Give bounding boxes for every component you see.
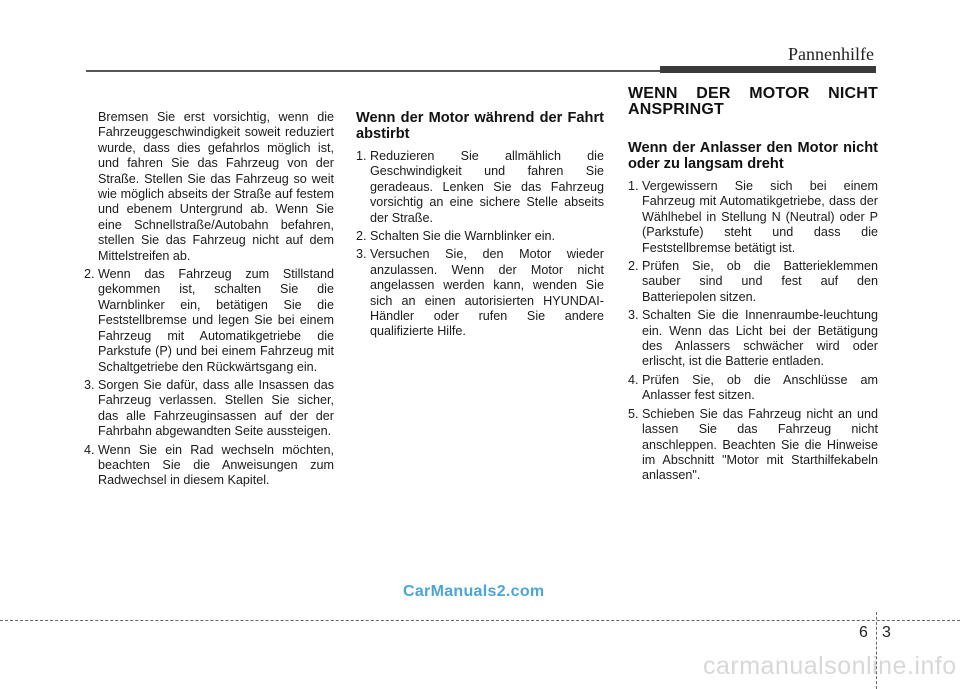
- column-left: [84, 110, 334, 492]
- list-number: 3.: [628, 308, 639, 323]
- list-item: [356, 247, 604, 339]
- steps-list: [628, 179, 878, 484]
- list-item: [356, 229, 604, 244]
- header-rule-accent: [660, 66, 876, 73]
- list-text: Prüfen Sie, ob die Batterieklemmen sauber sind und fest auf den Batteriepolen sitzen.: [642, 259, 878, 304]
- list-number: 3.: [356, 247, 367, 262]
- column-middle: [356, 110, 604, 343]
- watermark-link[interactable]: CarManuals2.com: [403, 583, 545, 600]
- list-text: Reduzieren Sie allmählich die Geschwindigkeit und fahren Sie geradeaus. Lenken Sie das Fahrzeug vorsichtig an eine sichere Stelle abseits der Straße.: [370, 149, 604, 225]
- list-text: Schieben Sie das Fahrzeug nicht an und lassen Sie das Fahrzeug nicht anschleppen. Beachten Sie die Hinweise im Abschnitt "Motor mit Starthilfekabeln anlassen".: [642, 406, 878, 483]
- section-heading: Wenn der Anlasser den Motor nicht oder zu langsam dreht: [628, 140, 878, 172]
- list-text: Schalten Sie die Warnblinker ein.: [370, 229, 556, 244]
- list-text: Sorgen Sie dafür, dass alle Insassen das Fahrzeug verlassen. Stellen Sie sicher, das alle Fahrzeuginsassen auf der der Fahrbahn abgewandten Seite aussteigen.: [98, 377, 334, 439]
- chapter-number: 6: [859, 624, 868, 641]
- list-text: Wenn Sie ein Rad wechseln möchten, beachten Sie die Anweisungen zum Radwechsel in diesem Kapitel.: [98, 442, 334, 488]
- list-text: Schalten Sie die Innenraumbe-leuchtung ein. Wenn das Licht bei der Betätigung des Anlassers schwächer wird oder erlischt, ist die Batterie entladen.: [642, 308, 878, 369]
- page-header-title: Pannenhilfe: [788, 44, 874, 64]
- footer-rule: [0, 620, 960, 621]
- list-item: [356, 149, 604, 226]
- list-number: 4.: [84, 442, 95, 457]
- list-item: [628, 308, 878, 370]
- list-number: 2.: [356, 229, 367, 244]
- list-item: [628, 373, 878, 404]
- list-item: [628, 407, 878, 484]
- list-number: 5.: [628, 406, 639, 421]
- list-item: [628, 259, 878, 305]
- list-item: [84, 378, 334, 440]
- list-number: 3.: [84, 377, 95, 392]
- list-number: 2.: [628, 259, 639, 274]
- steps-list: [356, 149, 604, 340]
- list-item: [84, 443, 334, 489]
- section-heading: Wenn der Motor während der Fahrt abstirbt: [356, 110, 604, 142]
- list-text: Prüfen Sie, ob die Anschlüsse am Anlasser fest sitzen.: [642, 372, 878, 403]
- watermark-text: carmanualsonline.info: [703, 652, 957, 680]
- list-number: 1.: [356, 149, 367, 163]
- list-item: [84, 267, 334, 375]
- list-text: Versuchen Sie, den Motor wieder anzulassen. Wenn der Motor nicht angelassen werden kann, wenden Sie sich an einen autorisierten HYUNDAI-Händler oder rufen Sie andere qualifizierte Hilfe.: [370, 247, 604, 339]
- intro-paragraph: Bremsen Sie erst vorsichtig, wenn die Fahrzeuggeschwindigkeit soweit reduziert wurde, dass dies gefahrlos möglich ist, und fahren Sie das Fahrzeug von der Straße. Stellen Sie das Fahrzeug so weit wie möglich abseits der Straße auf festem und ebenem Untergrund ab. Wenn Sie eine Schnellstraße/Autobahn befahren, stellen Sie das Fahrzeug nicht auf dem Mittelstreifen ab.: [98, 110, 334, 263]
- list-number: 4.: [628, 372, 639, 387]
- list-item: [628, 179, 878, 256]
- list-number: 2.: [84, 267, 95, 282]
- header-rule: [86, 70, 661, 72]
- list-text: Vergewissern Sie sich bei einem Fahrzeug mit Automatikgetriebe, dass der Wählhebel in Stellung N (Neutral) oder P (Parkstufe) steht und dass die Feststellbremse betätigt ist.: [642, 179, 878, 255]
- steps-list: [84, 267, 334, 489]
- list-number: 1.: [628, 179, 639, 193]
- column-right: [628, 86, 878, 487]
- page-number: 3: [882, 624, 891, 641]
- section-title: WENN DER MOTOR NICHT ANSPRINGT: [628, 85, 878, 118]
- list-text: Wenn das Fahrzeug zum Stillstand gekommen ist, schalten Sie die Warnblinker ein, betätigen Sie die Feststellbremse und legen Sie bei einem Fahrzeug mit Automatikgetriebe die Parkstufe (P) und bei einem Fahrzeug mit Schaltgetriebe den Rückwärtsgang ein.: [98, 267, 334, 374]
